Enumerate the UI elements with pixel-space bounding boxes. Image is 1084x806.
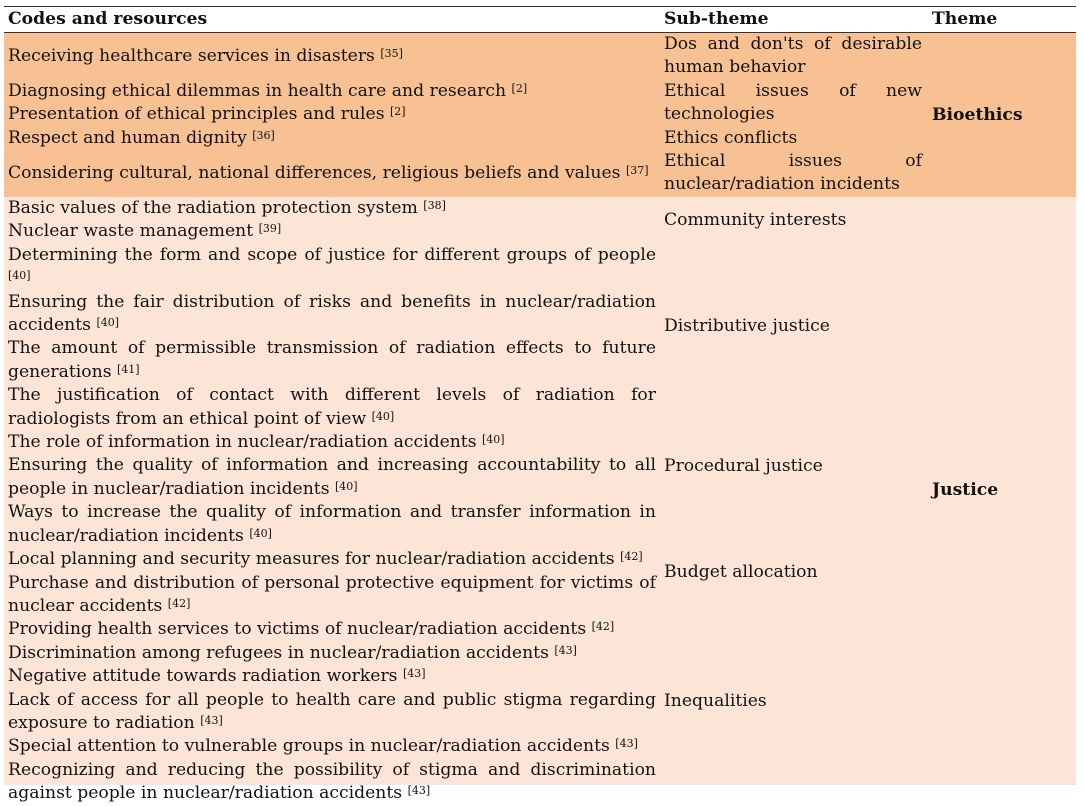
- code-item: [8, 103, 656, 126]
- subtheme: Budget allocation: [664, 562, 818, 582]
- code-item: [8, 665, 656, 688]
- code-text: Local planning and security measures for nuclear/radiation accidents: [8, 549, 615, 570]
- code-item: [8, 220, 656, 243]
- code-text: Recognizing and reducing the possibility of stigma and discrimination against people in nuclear/radiation accidents: [8, 759, 656, 804]
- code-ref: [43]: [402, 667, 426, 681]
- code-ref: [40]: [482, 433, 505, 447]
- code-text: Nuclear waste management: [8, 221, 254, 242]
- subtheme: Ethics conflicts: [664, 128, 798, 148]
- code-item: [8, 501, 656, 548]
- theme-justice: Justice: [932, 480, 999, 500]
- code-text: Ensuring the fair distribution of risks and benefits in nuclear/radiation accidents: [8, 291, 656, 336]
- code-ref: [35]: [380, 46, 403, 60]
- code-ref: [39]: [258, 222, 282, 236]
- code-ref: [40]: [96, 316, 120, 330]
- section-bioethics: [4, 33, 1076, 197]
- code-text: Considering cultural, national differences, religious beliefs and values: [8, 163, 621, 184]
- code-text: Diagnosing ethical dilemmas in health care and research: [8, 81, 507, 101]
- code-text: Lack of access for all people to health care and public stigma regarding exposure to radiation: [8, 689, 656, 733]
- code-ref: [37]: [625, 164, 649, 178]
- code-text: Determining the form and scope of justice for different groups of people: [8, 244, 656, 265]
- code-ref: [40]: [8, 269, 31, 283]
- code-text: Special attention to vulnerable groups in nuclear/radiation accidents: [8, 736, 610, 757]
- subtheme: Ethical issues of new technologies: [664, 81, 922, 125]
- code-ref: [42]: [591, 620, 615, 634]
- themes-table: [4, 6, 1076, 804]
- subtheme: Dos and don'ts of desirable human behavior: [664, 34, 922, 78]
- code-text: Ways to increase the quality of information and transfer information in nuclear/radiation incidents: [8, 502, 656, 546]
- code-item: [8, 127, 656, 150]
- table-header: [4, 7, 1076, 33]
- code-text: Ensuring the quality of information and increasing accountability to all people in nuclear/radiation incidents: [8, 455, 656, 499]
- subtheme: Community interests: [664, 210, 847, 230]
- code-text: Negative attitude towards radiation workers: [8, 666, 398, 687]
- code-item: [8, 80, 656, 103]
- code-ref: [40]: [249, 526, 272, 540]
- justice-subthemes: [660, 197, 926, 785]
- code-ref: [41]: [117, 362, 140, 376]
- code-text: Presentation of ethical principles and rules: [8, 104, 385, 125]
- code-ref: [2]: [390, 105, 406, 119]
- subtheme: Inequalities: [664, 691, 767, 711]
- bioethics-theme-cell: [926, 33, 1076, 197]
- code-text: Respect and human dignity: [8, 127, 247, 148]
- code-item: [8, 454, 656, 501]
- code-item: [8, 642, 656, 665]
- code-item: [8, 291, 656, 338]
- subtheme: Distributive justice: [664, 316, 830, 336]
- code-ref: [2]: [511, 82, 528, 95]
- code-item: [8, 150, 656, 197]
- code-text: Basic values of the radiation protection system: [8, 198, 418, 218]
- code-ref: [42]: [620, 550, 643, 564]
- code-ref: [38]: [423, 199, 446, 212]
- header-theme: Theme: [932, 8, 998, 29]
- code-ref: [43]: [200, 713, 223, 727]
- bioethics-codes: [4, 33, 660, 197]
- code-item: [8, 548, 656, 571]
- header-codes: Codes and resources: [8, 8, 208, 29]
- code-item: [8, 337, 656, 384]
- section-justice: [4, 197, 1076, 804]
- code-item: [8, 197, 656, 220]
- subtheme: Procedural justice: [664, 456, 823, 476]
- code-ref: [43]: [554, 643, 577, 657]
- code-ref: [43]: [615, 737, 638, 751]
- header-subtheme: Sub-theme: [664, 8, 769, 29]
- code-item: [8, 431, 656, 454]
- code-text: Discrimination among refugees in nuclear/radiation accidents: [8, 642, 549, 663]
- code-item: [8, 618, 656, 641]
- subtheme: Ethical issues of nuclear/radiation incidents: [664, 151, 922, 195]
- code-item: [8, 735, 656, 758]
- code-text: The justification of contact with different levels of radiation for radiologists from an ethical point of view: [8, 385, 656, 429]
- code-item: [8, 759, 656, 806]
- justice-codes: [4, 197, 660, 804]
- justice-theme-cell: [926, 197, 1076, 785]
- code-text: The role of information in nuclear/radiation accidents: [8, 432, 477, 453]
- theme-bioethics: Bioethics: [932, 105, 1023, 125]
- code-text: Receiving healthcare services in disasters: [8, 45, 375, 66]
- code-ref: [40]: [335, 479, 358, 493]
- code-ref: [43]: [407, 784, 431, 798]
- code-item: [8, 244, 656, 291]
- code-item: [8, 384, 656, 431]
- code-ref: [40]: [371, 409, 395, 423]
- bioethics-subthemes: [660, 33, 926, 197]
- code-ref: [36]: [252, 128, 275, 142]
- code-text: The amount of permissible transmission of radiation effects to future generations: [8, 338, 656, 382]
- code-text: Purchase and distribution of personal protective equipment for victims of nuclear accidents: [8, 572, 656, 616]
- code-ref: [42]: [167, 596, 191, 610]
- code-text: Providing health services to victims of nuclear/radiation accidents: [8, 619, 587, 640]
- code-item: [8, 689, 656, 736]
- code-item: [8, 572, 656, 619]
- code-item: [8, 33, 656, 80]
